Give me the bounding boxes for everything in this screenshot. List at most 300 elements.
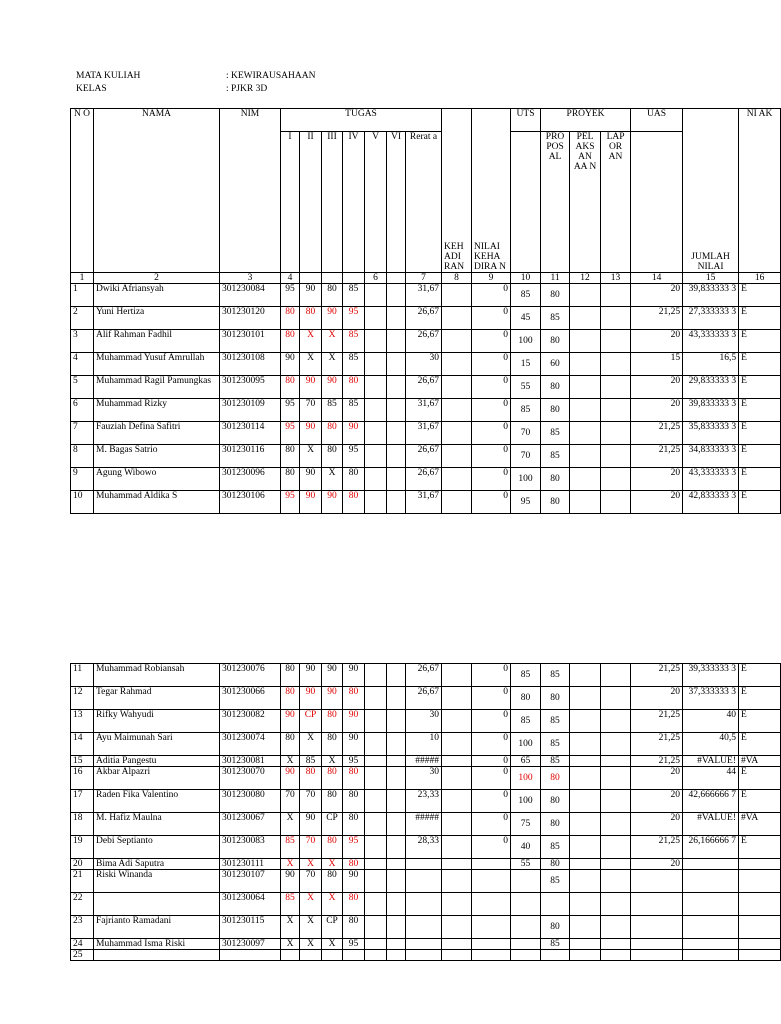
tugas-2-score: 90: [300, 376, 322, 399]
row-number: 13: [71, 710, 94, 733]
uas-score: 20: [631, 376, 683, 399]
tugas-4-score: 80: [343, 468, 365, 491]
tugas-2-score: X: [300, 733, 322, 756]
nilai-akhir-value: E: [739, 767, 781, 790]
kehadiran-value: [442, 939, 472, 950]
student-nim: 301230108: [220, 353, 281, 376]
laporan-score: [601, 353, 631, 376]
uas-score: 20: [631, 330, 683, 353]
tugas-3-score: 90: [322, 491, 343, 514]
laporan-score: [601, 790, 631, 813]
kehadiran-value: [442, 950, 472, 961]
col-nilai-akhir-header: NI AK: [739, 109, 781, 273]
kelas-label: KELAS: [76, 84, 107, 94]
tugas-3-score: 80: [322, 733, 343, 756]
tugas-rerata-value: #####: [406, 756, 442, 767]
tugas-1-score: 90: [281, 870, 300, 893]
tugas-4-score: 80: [343, 376, 365, 399]
tugas-rerata-value: [406, 916, 442, 939]
tugas-rerata-value: 30: [406, 767, 442, 790]
student-name: Alif Rahman Fadhil: [94, 330, 220, 353]
tugas-3-score: X: [322, 330, 343, 353]
proposal-score: 80: [541, 790, 570, 813]
student-name: [94, 893, 220, 916]
pelaksanaan-score: [570, 893, 601, 916]
nilai-akhir-value: [739, 916, 781, 939]
uts-score: [511, 939, 541, 950]
proposal-score: 80: [541, 859, 570, 870]
student-row: [71, 422, 781, 445]
nilai-kehadiran-value: 0: [472, 468, 511, 491]
tugas-1-score: 80: [281, 664, 300, 687]
kehadiran-value: [442, 399, 472, 422]
tugas-5-score: [365, 664, 387, 687]
tugas-4-score: 80: [343, 767, 365, 790]
student-nim: 301230115: [220, 916, 281, 939]
tugas-1-score: 90: [281, 767, 300, 790]
tugas-iv-header: IV: [343, 132, 365, 273]
uts-score: 85: [511, 284, 541, 307]
tugas-1-score: X: [281, 859, 300, 870]
nilai-akhir-value: [739, 870, 781, 893]
kehadiran-value: [442, 813, 472, 836]
nilai-kehadiran-value: 0: [472, 767, 511, 790]
tugas-rerata-value: 26,67: [406, 687, 442, 710]
student-nim: 301230116: [220, 445, 281, 468]
student-nim: 301230101: [220, 330, 281, 353]
tugas-3-score: 90: [322, 376, 343, 399]
tugas-4-score: 80: [343, 790, 365, 813]
uts-score: 100: [511, 767, 541, 790]
uas-score: 21,25: [631, 664, 683, 687]
tugas-2-score: 90: [300, 422, 322, 445]
col-jumlah-nilai-header: JUMLAH NILAI: [683, 109, 739, 273]
tugas-2-score: 90: [300, 491, 322, 514]
proposal-score: 85: [541, 710, 570, 733]
tugas-1-score: 95: [281, 399, 300, 422]
column-number-cell: 7: [406, 273, 442, 284]
student-row: [71, 399, 781, 422]
col-nama-header: NAMA: [94, 109, 220, 273]
nilai-kehadiran-value: [472, 916, 511, 939]
kehadiran-value: [442, 353, 472, 376]
student-nim: 301230106: [220, 491, 281, 514]
student-nim: 301230070: [220, 767, 281, 790]
pelaksanaan-score: [570, 939, 601, 950]
jumlah-nilai-value: 39,833333 3: [683, 399, 739, 422]
col-kehadiran-header: KEH ADI RAN: [442, 109, 472, 273]
tugas-rerata-value: 28,33: [406, 836, 442, 859]
proposal-score: [541, 950, 570, 961]
column-number-cell: 2: [94, 273, 220, 284]
tugas-5-score: [365, 893, 387, 916]
tugas-2-score: X: [300, 859, 322, 870]
uas-subheader: [631, 132, 683, 273]
jumlah-nilai-value: #VALUE!: [683, 813, 739, 836]
tugas-5-score: [365, 767, 387, 790]
tugas-1-score: 80: [281, 733, 300, 756]
tugas-2-score: 90: [300, 468, 322, 491]
jumlah-nilai-value: 40,5: [683, 733, 739, 756]
student-row: [71, 893, 781, 916]
tugas-3-score: 80: [322, 767, 343, 790]
proposal-score: 85: [541, 307, 570, 330]
nilai-kehadiran-value: 0: [472, 330, 511, 353]
column-number-cell: [387, 273, 406, 284]
tugas-6-score: [387, 756, 406, 767]
tugas-3-score: 90: [322, 687, 343, 710]
tugas-5-score: [365, 353, 387, 376]
row-number: 7: [71, 422, 94, 445]
student-name: Raden Fika Valentino: [94, 790, 220, 813]
laporan-score: [601, 468, 631, 491]
student-row: [71, 733, 781, 756]
nilai-akhir-value: E: [739, 330, 781, 353]
uas-score: 21,25: [631, 756, 683, 767]
proposal-score: 80: [541, 376, 570, 399]
tugas-2-score: 70: [300, 399, 322, 422]
student-row: [71, 950, 781, 961]
student-row: [71, 664, 781, 687]
pelaksanaan-score: [570, 353, 601, 376]
column-number-cell: 8: [442, 273, 472, 284]
row-number: 1: [71, 284, 94, 307]
tugas-4-score: 90: [343, 710, 365, 733]
tugas-1-score: X: [281, 813, 300, 836]
tugas-1-score: 95: [281, 284, 300, 307]
kehadiran-value: [442, 790, 472, 813]
nilai-akhir-value: E: [739, 836, 781, 859]
tugas-6-score: [387, 733, 406, 756]
uas-score: [631, 950, 683, 961]
uts-score: [511, 893, 541, 916]
nilai-akhir-value: E: [739, 687, 781, 710]
tugas-2-score: X: [300, 353, 322, 376]
tugas-2-score: 85: [300, 756, 322, 767]
student-row: [71, 756, 781, 767]
tugas-5-score: [365, 813, 387, 836]
student-name: Akbar Alpazri: [94, 767, 220, 790]
jumlah-nilai-value: 39,333333 3: [683, 664, 739, 687]
nilai-kehadiran-value: 0: [472, 733, 511, 756]
row-number: 21: [71, 870, 94, 893]
tugas-4-score: 80: [343, 813, 365, 836]
tugas-rerata-value: 26,67: [406, 664, 442, 687]
laporan-score: [601, 756, 631, 767]
laporan-score: [601, 916, 631, 939]
tugas-3-score: CP: [322, 916, 343, 939]
pelaksanaan-score: [570, 307, 601, 330]
column-number-cell: 1: [71, 273, 94, 284]
uas-score: [631, 870, 683, 893]
tugas-5-score: [365, 870, 387, 893]
tugas-1-score: [281, 950, 300, 961]
tugas-1-score: 80: [281, 687, 300, 710]
kehadiran-value: [442, 859, 472, 870]
tugas-2-score: 80: [300, 307, 322, 330]
kehadiran-value: [442, 330, 472, 353]
pelaksanaan-score: [570, 445, 601, 468]
nilai-kehadiran-value: 0: [472, 756, 511, 767]
pelaksanaan-score: [570, 710, 601, 733]
column-number-cell: 15: [683, 273, 739, 284]
uas-score: 20: [631, 813, 683, 836]
tugas-rerata-value: 30: [406, 353, 442, 376]
nilai-kehadiran-value: 0: [472, 710, 511, 733]
tugas-5-score: [365, 687, 387, 710]
student-nim: 301230109: [220, 399, 281, 422]
tugas-5-score: [365, 284, 387, 307]
kehadiran-value: [442, 767, 472, 790]
tugas-1-score: X: [281, 939, 300, 950]
nilai-kehadiran-value: 0: [472, 284, 511, 307]
jumlah-nilai-value: [683, 916, 739, 939]
proposal-score: 80: [541, 468, 570, 491]
tugas-3-score: 80: [322, 870, 343, 893]
tugas-6-score: [387, 939, 406, 950]
pelaksanaan-score: [570, 870, 601, 893]
tugas-4-score: 95: [343, 836, 365, 859]
mata-kuliah-label: MATA KULIAH: [76, 71, 141, 81]
laporan-score: [601, 836, 631, 859]
proposal-score: 80: [541, 687, 570, 710]
tugas-6-score: [387, 710, 406, 733]
column-number-cell: 6: [365, 273, 387, 284]
tugas-1-score: 80: [281, 376, 300, 399]
tugas-4-score: 80: [343, 859, 365, 870]
student-nim: 301230120: [220, 307, 281, 330]
tugas-6-score: [387, 836, 406, 859]
uts-score: 55: [511, 859, 541, 870]
tugas-2-score: X: [300, 330, 322, 353]
laporan-score: [601, 664, 631, 687]
nilai-akhir-value: E: [739, 399, 781, 422]
nilai-kehadiran-value: 0: [472, 836, 511, 859]
student-name: Riski Winanda: [94, 870, 220, 893]
tugas-2-score: 90: [300, 687, 322, 710]
tugas-5-score: [365, 710, 387, 733]
tugas-rerata-value: [406, 893, 442, 916]
laporan-score: [601, 710, 631, 733]
tugas-4-score: 90: [343, 422, 365, 445]
kehadiran-value: [442, 733, 472, 756]
tugas-4-score: 85: [343, 399, 365, 422]
student-nim: 301230074: [220, 733, 281, 756]
row-number: 20: [71, 859, 94, 870]
nilai-akhir-value: E: [739, 710, 781, 733]
nilai-akhir-value: E: [739, 376, 781, 399]
tugas-6-score: [387, 307, 406, 330]
nilai-akhir-value: E: [739, 491, 781, 514]
tugas-3-score: X: [322, 859, 343, 870]
student-row: [71, 445, 781, 468]
nilai-kehadiran-value: [472, 870, 511, 893]
student-row: [71, 710, 781, 733]
student-name: Muhammad Robiansah: [94, 664, 220, 687]
student-name: Yuni Hertiza: [94, 307, 220, 330]
laporan-score: [601, 491, 631, 514]
student-name: Muhammad Rizky: [94, 399, 220, 422]
proposal-score: 85: [541, 836, 570, 859]
uas-score: [631, 916, 683, 939]
tugas-5-score: [365, 307, 387, 330]
tugas-5-score: [365, 376, 387, 399]
row-number: 25: [71, 950, 94, 961]
uts-score: 100: [511, 790, 541, 813]
tugas-rerata-value: 10: [406, 733, 442, 756]
tugas-5-score: [365, 445, 387, 468]
row-number: 22: [71, 893, 94, 916]
kehadiran-value: [442, 468, 472, 491]
tugas-3-score: X: [322, 756, 343, 767]
tugas-1-score: 90: [281, 710, 300, 733]
tugas-rerata-value: [406, 859, 442, 870]
tugas-4-score: [343, 950, 365, 961]
pelaksanaan-score: [570, 687, 601, 710]
tugas-1-score: 80: [281, 445, 300, 468]
column-number-row: [71, 273, 781, 284]
nilai-kehadiran-value: [472, 950, 511, 961]
tugas-1-score: X: [281, 916, 300, 939]
laporan-score: [601, 870, 631, 893]
tugas-5-score: [365, 756, 387, 767]
tugas-5-score: [365, 939, 387, 950]
proposal-score: 85: [541, 733, 570, 756]
nilai-akhir-value: E: [739, 445, 781, 468]
jumlah-nilai-value: #VALUE!: [683, 756, 739, 767]
student-name: Fajrianto Ramadani: [94, 916, 220, 939]
uts-score: 40: [511, 836, 541, 859]
tugas-6-score: [387, 330, 406, 353]
tugas-4-score: 80: [343, 916, 365, 939]
tugas-1-score: 95: [281, 422, 300, 445]
tugas-iii-header: III: [322, 132, 343, 273]
jumlah-nilai-value: 44: [683, 767, 739, 790]
pelaksanaan-score: [570, 950, 601, 961]
tugas-4-score: 90: [343, 870, 365, 893]
tugas-6-score: [387, 399, 406, 422]
tugas-4-score: 80: [343, 687, 365, 710]
laporan-score: [601, 422, 631, 445]
student-nim: 301230107: [220, 870, 281, 893]
nilai-kehadiran-value: 0: [472, 399, 511, 422]
tugas-4-score: 95: [343, 445, 365, 468]
student-row: [71, 468, 781, 491]
proposal-score: 80: [541, 399, 570, 422]
uas-score: 21,25: [631, 836, 683, 859]
student-nim: 301230083: [220, 836, 281, 859]
laporan-score: [601, 307, 631, 330]
tugas-6-score: [387, 376, 406, 399]
column-number-cell: 9: [472, 273, 511, 284]
laporan-score: [601, 767, 631, 790]
student-nim: 301230080: [220, 790, 281, 813]
laporan-score: [601, 284, 631, 307]
col-nilai-kehadiran-header: NILAI KEHA DIRA N: [472, 109, 511, 273]
tugas-6-score: [387, 284, 406, 307]
tugas-1-score: 85: [281, 836, 300, 859]
tugas-5-score: [365, 330, 387, 353]
column-number-cell: 14: [631, 273, 683, 284]
grade-table-page-2: [70, 663, 781, 961]
proposal-score: 80: [541, 330, 570, 353]
tugas-3-score: 80: [322, 836, 343, 859]
uas-score: 20: [631, 859, 683, 870]
kehadiran-value: [442, 710, 472, 733]
student-row: [71, 859, 781, 870]
tugas-3-score: X: [322, 939, 343, 950]
nilai-kehadiran-value: 0: [472, 422, 511, 445]
jumlah-nilai-value: 42,666666 7: [683, 790, 739, 813]
uas-score: 21,25: [631, 710, 683, 733]
student-nim: 301230067: [220, 813, 281, 836]
tugas-ii-header: II: [300, 132, 322, 273]
tugas-rerata-value: 26,67: [406, 445, 442, 468]
student-nim: 301230081: [220, 756, 281, 767]
tugas-2-score: 90: [300, 284, 322, 307]
nilai-akhir-value: #VA: [739, 756, 781, 767]
tugas-rerata-value: 26,67: [406, 468, 442, 491]
tugas-2-score: X: [300, 893, 322, 916]
kehadiran-value: [442, 664, 472, 687]
uts-score: 100: [511, 733, 541, 756]
column-number-cell: 12: [570, 273, 601, 284]
tugas-1-score: 80: [281, 307, 300, 330]
student-nim: 301230095: [220, 376, 281, 399]
jumlah-nilai-value: 43,333333 3: [683, 330, 739, 353]
kehadiran-value: [442, 836, 472, 859]
tugas-2-score: 70: [300, 836, 322, 859]
column-number-cell: [300, 273, 322, 284]
uas-score: 20: [631, 687, 683, 710]
tugas-5-score: [365, 836, 387, 859]
kehadiran-value: [442, 916, 472, 939]
tugas-1-score: X: [281, 756, 300, 767]
pelaksanaan-score: [570, 756, 601, 767]
tugas-5-score: [365, 468, 387, 491]
col-tugas-header: TUGAS: [281, 109, 442, 132]
tugas-3-score: [322, 950, 343, 961]
pelaksanaan-score: [570, 916, 601, 939]
tugas-6-score: [387, 767, 406, 790]
nilai-kehadiran-value: 0: [472, 376, 511, 399]
pelaksanaan-score: [570, 491, 601, 514]
uas-score: 21,25: [631, 422, 683, 445]
student-nim: 301230084: [220, 284, 281, 307]
tugas-rerata-value: 31,67: [406, 399, 442, 422]
tugas-1-score: 90: [281, 353, 300, 376]
jumlah-nilai-value: 37,333333 3: [683, 687, 739, 710]
student-name: Agung Wibowo: [94, 468, 220, 491]
tugas-rerata-value: 31,67: [406, 284, 442, 307]
uts-score: 85: [511, 664, 541, 687]
proyek-proposal-header: PRO POS AL: [541, 132, 570, 273]
laporan-score: [601, 733, 631, 756]
tugas-v-header: V: [365, 132, 387, 273]
tugas-6-score: [387, 790, 406, 813]
laporan-score: [601, 330, 631, 353]
tugas-4-score: 85: [343, 353, 365, 376]
row-number: 24: [71, 939, 94, 950]
nilai-akhir-value: E: [739, 664, 781, 687]
tugas-6-score: [387, 445, 406, 468]
tugas-4-score: 80: [343, 893, 365, 916]
tugas-4-score: 90: [343, 664, 365, 687]
student-name: Muhammad Aldika S: [94, 491, 220, 514]
row-number: 8: [71, 445, 94, 468]
student-name: Muhammad Yusuf Amrullah: [94, 353, 220, 376]
tugas-rerata-value: 26,67: [406, 376, 442, 399]
